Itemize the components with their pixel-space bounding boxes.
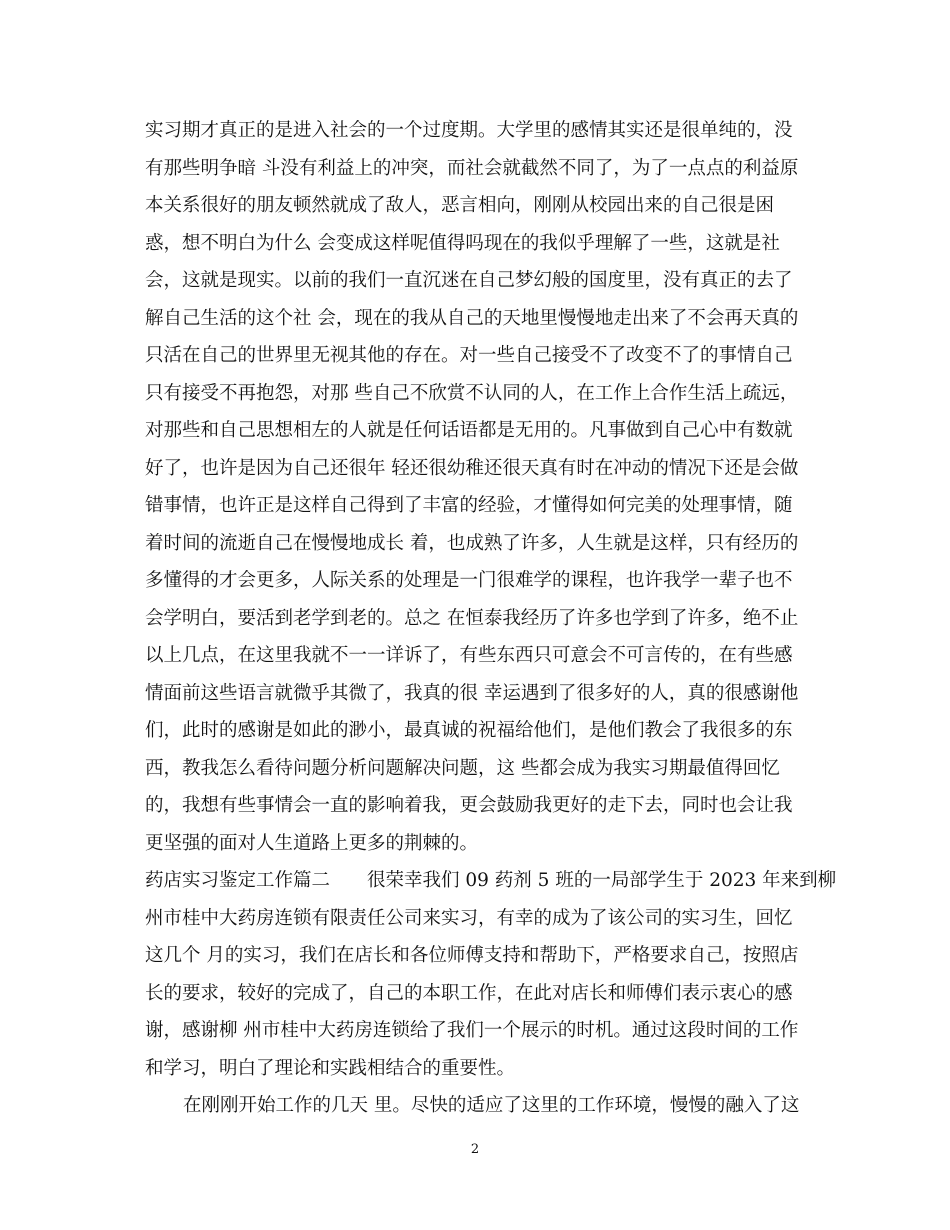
text-line: 长的要求，较好的完成了，自己的本职工作，在此对店长和师傅们表示衷心的感 [145,982,793,1004]
text-line: 本关系很好的朋友顿然就成了敌人，恶言相向，刚刚从校园出来的自己很是困 [145,195,775,216]
page-number: 2 [470,1142,480,1157]
text-line: 谢，感谢柳 州市桂中大药房连锁给了我们一个展示的时机。通过这段时间的工作 [145,1020,799,1041]
text-line: 以上几点，在这里我就不一一详诉了，有些东西只可意会不可言传的，在有些感 [145,645,793,666]
text-line: 解自己生活的这个社 会，现在的我从自己的天地里慢慢地走出来了不会再天真的 [145,307,799,329]
text-line: 更坚强的面对人生道路上更多的荆棘的。 [145,832,479,854]
text-line: 和学习，明白了理论和实践相结合的重要性。 [145,1057,516,1079]
text-line: 好了，也许是因为自己还很年 轻还很幼稚还很天真有时在冲动的情况下还是会做 [145,457,799,479]
body-text [145,112,837,1125]
text-line: 有那些明争暗 斗没有利益上的冲突，而社会就截然不同了，为了一点点的利益原 [145,157,799,179]
text-line: 情面前这些语言就微乎其微了，我真的很 幸运遇到了很多好的人，真的很感谢他 [145,682,799,704]
text-line: 对那些和自己思想相左的人就是任何话语都是无用的。凡事做到自己心中有数就 [145,420,793,441]
text-line: 惑，想不明白为什么 会变成这样呢值得吗现在的我似乎理解了一些，这就是社 [145,232,780,254]
text-line: 错事情，也许正是这样自己得到了丰富的经验，才懂得如何完美的处理事情，随 [145,495,793,516]
section-heading-line: 药店实习鉴定工作篇二 很荣幸我们 09 药剂 5 班的一局部学生于 2023 年来到柳 [145,870,837,891]
text-line: 只活在自己的世界里无视其他的存在。对一些自己接受不了改变不了的事情自己 [145,345,793,366]
text-line: 实习期才真正的是进入社会的一个过度期。大学里的感情其实还是很单纯的，没 [145,120,793,141]
indented-paragraph-line: 在刚刚开始工作的几天 里。尽快的适应了这里的工作环境，慢慢的融入了这 [183,1095,800,1116]
text-line: 会学明白，要活到老学到老的。总之 在恒泰我经历了许多也学到了许多，绝不止 [145,607,799,629]
text-line: 西，教我怎么看待问题分析问题解决问题，这 些都会成为我实习期最值得回忆 [145,757,780,779]
text-line: 州市桂中大药房连锁有限责任公司来实习，有幸的成为了该公司的实习生，回忆 [145,907,793,929]
text-line: 多懂得的才会更多，人际关系的处理是一门很难学的课程，也许我学一辈子也不 [145,570,793,591]
text-line: 们，此时的感谢是如此的渺小，最真诚的祝福给他们，是他们教会了我很多的东 [145,720,793,741]
text-line: 着时间的流逝自己在慢慢地成长 着，也成熟了许多，人生就是这样，只有经历的 [145,532,799,554]
text-line: 这几个 月的实习，我们在店长和各位师傅支持和帮助下，严格要求自己，按照店 [145,945,799,966]
text-line: 的，我想有些事情会一直的影响着我，更会鼓励我更好的走下去，同时也会让我 [145,795,793,816]
text-line: 会，这就是现实。以前的我们一直沉迷在自己梦幻般的国度里，没有真正的去了 [145,270,793,291]
text-line: 只有接受不再抱怨，对那 些自己不欣赏不认同的人，在工作上合作生活上疏远， [145,382,799,404]
